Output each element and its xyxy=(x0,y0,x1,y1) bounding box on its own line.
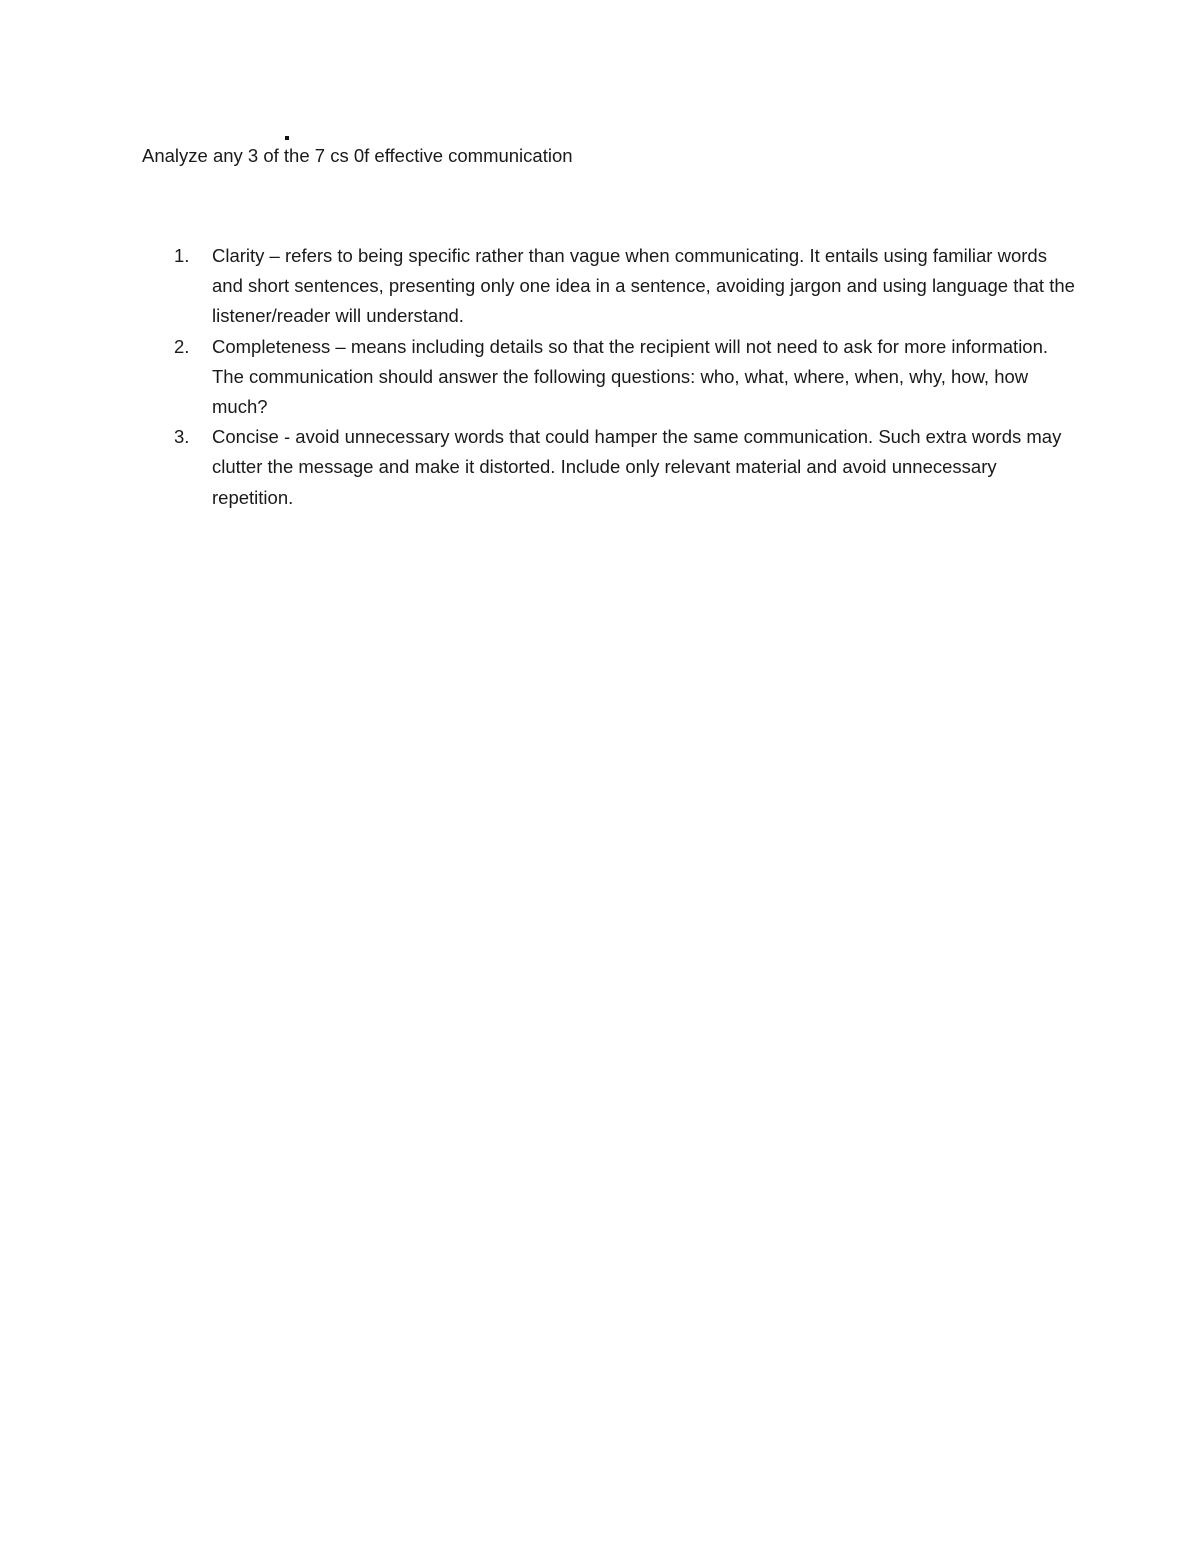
list-item-concise xyxy=(142,422,1082,513)
list-item-number: 2. xyxy=(174,335,190,357)
list-item-text: Clarity – refers to being specific rather than vague when communicating. It entails using familiar words and short sentences, presenting only one idea in a sentence, avoiding jargon and using language that the listener/reader will understand. xyxy=(212,245,1075,327)
stray-mark xyxy=(285,136,289,140)
list-item-text: Completeness – means including details so that the recipient will not need to ask for more information. The communication should answer the following questions: who, what, where, when, why, how, how much? xyxy=(212,335,1049,418)
list-item-number: 1. xyxy=(174,245,190,266)
list-item-clarity xyxy=(142,241,1082,332)
list-item-text: Concise - avoid unnecessary words that could hamper the same communication. Such extra words may clutter the message and make it distorted. Include only relevant material and avoid unnecessary repetition. xyxy=(212,426,1062,508)
document-heading: Analyze any 3 of the 7 cs 0f effective communication xyxy=(142,145,573,166)
answer-list xyxy=(142,241,1082,513)
list-item-number: 3. xyxy=(174,426,190,448)
list-item-completeness xyxy=(142,332,1082,423)
